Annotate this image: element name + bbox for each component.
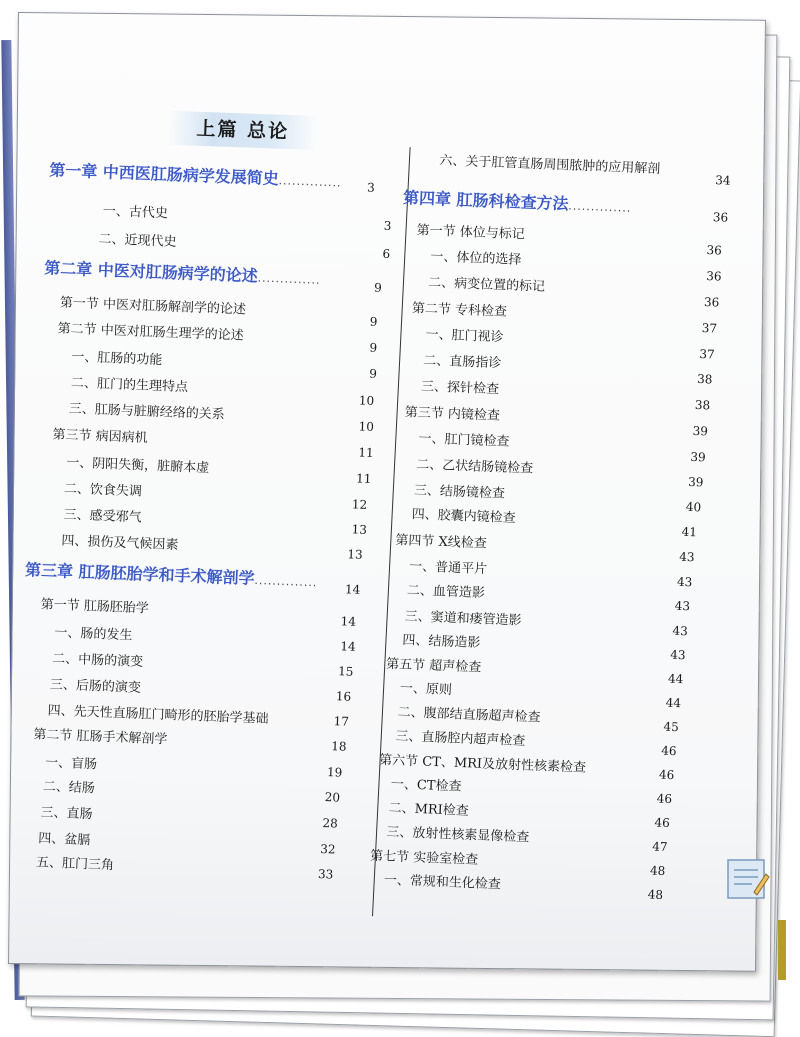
toc-page-number: 39 <box>692 423 709 439</box>
toc-entry <box>386 653 482 676</box>
toc-entry <box>60 291 247 317</box>
toc-entry-title: 一、肛肠的功能 <box>71 349 163 369</box>
toc-page-number: 37 <box>699 346 715 362</box>
toc-page-number: 46 <box>661 743 677 759</box>
toc-page-number: 9 <box>368 366 378 381</box>
toc-entry-title: 一、阴阳失衡，脏腑本虚 <box>65 455 210 477</box>
toc-entry <box>428 271 546 294</box>
toc-entry-title: 三、肛肠与脏腑经络的关系 <box>68 401 225 423</box>
toc-entry-title: 二、中肠的演变 <box>51 651 144 670</box>
toc-entry-title: 二、乙状结肠镜检查 <box>415 457 534 477</box>
toc-page-number: 14 <box>340 639 356 654</box>
toc-entry-title: 三、后肠的演变 <box>49 677 142 696</box>
toc-page-number: 39 <box>687 474 704 490</box>
toc-page-number: 32 <box>319 842 336 857</box>
toc-page <box>8 12 766 972</box>
toc-entry-title: 一、普通平片 <box>408 559 488 578</box>
toc-entry <box>430 245 522 267</box>
toc-page-number: 43 <box>676 574 693 590</box>
toc-page-number: 14 <box>340 614 357 629</box>
toc-page-number: 48 <box>649 863 666 879</box>
toc-page-number: 17 <box>333 714 350 729</box>
toc-page-number: 47 <box>652 839 668 855</box>
toc-page-number: 11 <box>358 445 374 460</box>
toc-entry <box>416 219 525 242</box>
toc-entry-title: 第三节 病因病机 <box>52 427 148 447</box>
toc-entry <box>98 228 177 250</box>
toc-entry-title: 二、直肠指诊 <box>423 353 502 372</box>
toc-entry-title: 四、损伤及气候因素 <box>61 533 179 553</box>
toc-entry <box>409 555 488 577</box>
toc-page-number: 43 <box>679 549 695 565</box>
toc-entry <box>103 200 169 221</box>
toc-entry <box>38 827 91 848</box>
toc-entry <box>402 629 481 651</box>
toc-entry <box>69 398 226 423</box>
toc-page-number: 48 <box>647 887 664 903</box>
toc-page-number: 34 <box>715 173 731 188</box>
toc-page-number: 20 <box>324 790 341 805</box>
toc-entry-title: 三、窦道和瘘管造影 <box>404 609 522 629</box>
toc-page-number: 46 <box>656 791 673 807</box>
toc-page-number: 43 <box>674 598 691 614</box>
toc-entry-title: 第一节 体位与标记 <box>416 223 526 243</box>
toc-entry-title: 一、CT检查 <box>390 776 462 795</box>
toc-page-number: 16 <box>335 689 352 704</box>
toc-entry <box>61 529 179 552</box>
toc-entry <box>414 479 506 501</box>
toc-entry <box>52 423 148 446</box>
toc-page-number: 11 <box>355 471 372 486</box>
toc-entry-title: 第二章 中医对肛肠病学的论述 <box>43 258 259 286</box>
toc-entry-title: 第二节 肛肠手术解剖学 <box>33 727 168 748</box>
toc-entry-title: 一、古代史 <box>102 203 169 222</box>
toc-entry <box>388 797 469 819</box>
toc-chapter-heading <box>403 185 632 217</box>
toc-entry <box>36 851 115 873</box>
toc-page-number: 36 <box>703 294 720 310</box>
toc-entry-title: 四、结肠造影 <box>402 633 481 652</box>
toc-entry <box>423 349 502 371</box>
toc-entry <box>421 375 500 397</box>
toc-entry-title: 第二节 中医对肛肠生理学的论述 <box>57 321 244 344</box>
toc-page-number: 36 <box>712 210 729 225</box>
toc-page-number: 9 <box>369 314 378 329</box>
toc-entry-title: 第一章 中西医肛肠病学发展简史 <box>48 160 280 189</box>
toc-entry <box>395 725 526 749</box>
toc-entry <box>386 821 530 845</box>
toc-page-number: 44 <box>667 671 684 687</box>
toc-entry-title: 一、肛门视诊 <box>425 327 504 346</box>
toc-page-number: 37 <box>701 320 718 336</box>
toc-entry <box>395 529 487 551</box>
toc-entry <box>43 775 96 796</box>
toc-entry <box>66 452 210 476</box>
toc-chapter-heading <box>49 157 342 191</box>
toc-entry-title: 二、MRI检查 <box>388 800 470 819</box>
toc-page-number: 40 <box>685 499 702 515</box>
toc-entry-title: 二、饮食失调 <box>63 481 143 500</box>
toc-page-number: 43 <box>672 623 689 639</box>
toc-page-number: 36 <box>706 269 722 284</box>
toc-entry <box>412 297 508 320</box>
notepad-icon <box>726 856 770 902</box>
toc-page-number: 19 <box>326 765 343 780</box>
toc-entry-title: 第四章 肛肠科检查方法 <box>402 188 569 214</box>
toc-entry <box>370 845 479 868</box>
toc-entry-title: 二、近现代史 <box>98 231 177 250</box>
toc-chapter-heading <box>44 255 321 289</box>
toc-entry <box>71 346 163 368</box>
toc-entry-title: 一、肠的发生 <box>54 625 133 644</box>
toc-entry-title: 三、直肠腔内超声检查 <box>395 728 526 749</box>
toc-page-number: 6 <box>382 246 391 262</box>
toc-entry <box>425 323 504 345</box>
toc-page-number: 39 <box>690 449 706 465</box>
toc-entry-title: 一、原则 <box>399 681 453 699</box>
toc-page-number: 3 <box>383 218 392 234</box>
leader-dots: .............. <box>257 271 321 287</box>
toc-entry <box>384 869 502 892</box>
toc-entry-title: 第五节 超声检查 <box>385 656 482 676</box>
toc-page-number: 44 <box>665 695 682 711</box>
toc-page-number: 41 <box>681 524 698 540</box>
toc-page-number: 46 <box>658 767 675 783</box>
toc-page-number: 46 <box>654 815 671 831</box>
toc-page-number: 12 <box>351 497 368 512</box>
toc-page-number: 13 <box>351 522 368 537</box>
toc-page-number: 15 <box>337 664 354 679</box>
toc-page-number: 33 <box>317 866 334 882</box>
toc-entry-title: 二、病变位置的标记 <box>427 275 546 295</box>
toc-entry-title: 一、常规和生化检查 <box>383 872 502 893</box>
toc-entry <box>40 593 149 616</box>
toc-page-number: 9 <box>369 340 378 355</box>
toc-page-number: 18 <box>331 739 347 754</box>
leader-dots: .............. <box>278 174 342 190</box>
toc-entry-title: 第一节 肛肠胚胎学 <box>40 597 150 617</box>
toc-entry <box>64 478 143 500</box>
toc-page-number: 38 <box>696 371 713 387</box>
toc-entry <box>33 723 168 747</box>
toc-page-number: 28 <box>322 816 339 831</box>
toc-entry <box>54 621 133 643</box>
toc-entry-title: 第二节 专科检查 <box>411 301 508 320</box>
toc-entry <box>418 427 510 449</box>
toc-entry-title: 四、盆膈 <box>37 831 91 849</box>
toc-entry <box>416 453 534 476</box>
toc-entry-title: 第七节 实验室检查 <box>369 848 479 868</box>
toc-entry <box>404 401 500 424</box>
toc-entry <box>71 372 189 395</box>
toc-entry-title: 三、放射性核素显像检查 <box>386 824 530 846</box>
toc-page-number: 10 <box>358 419 375 434</box>
toc-page-number: 43 <box>670 647 686 663</box>
toc-entry <box>57 317 244 343</box>
toc-entry-title: 二、腹部结直肠超声检查 <box>397 705 541 726</box>
toc-entry-title: 第三章 肛肠胚胎学和手术解剖学 <box>24 560 255 588</box>
toc-entry-title: 二、肛门的生理特点 <box>70 375 189 396</box>
toc-entry-title: 第三节 内镜检查 <box>404 405 501 424</box>
toc-entry <box>407 579 486 601</box>
toc-entry <box>52 647 144 669</box>
toc-entry <box>50 673 142 695</box>
toc-chapter-heading <box>25 557 318 591</box>
toc-entry-title: 二、结肠 <box>42 779 96 797</box>
toc-entry-title: 四、先天性直肠肛门畸形的胚胎学基础 <box>47 703 269 727</box>
toc-entry-title: 三、探针检查 <box>420 379 500 398</box>
toc-entry <box>45 751 98 772</box>
toc-entry-title: 第四节 X线检查 <box>395 532 488 552</box>
part-title: 上篇 总论 <box>167 111 318 150</box>
toc-entry-title: 第一节 中医对肛肠解剖学的论述 <box>59 295 247 318</box>
leader-dots: .............. <box>254 573 318 590</box>
toc-entry <box>397 701 541 725</box>
toc-page-number: 13 <box>347 547 363 562</box>
toc-entry-title: 一、肛门镜检查 <box>418 431 510 450</box>
toc-entry-title: 四、胶囊内镜检查 <box>411 507 516 527</box>
toc-entry <box>47 699 269 726</box>
toc-entry <box>40 801 93 822</box>
toc-entry-title: 六、关于肛管直肠周围脓肿的应用解剖 <box>439 153 661 177</box>
toc-page-number: 14 <box>344 582 361 597</box>
toc-entry <box>411 503 516 526</box>
toc-entry-title: 三、直肠 <box>40 805 93 823</box>
toc-page-number: 45 <box>663 719 680 735</box>
toc-entry-title: 三、感受邪气 <box>63 507 142 526</box>
toc-entry <box>379 749 587 776</box>
toc-entry <box>391 773 462 795</box>
toc-page-number: 10 <box>358 393 375 408</box>
toc-entry-title: 二、血管造影 <box>406 583 486 602</box>
toc-page-number: 3 <box>366 180 376 195</box>
toc-page-number: 36 <box>706 243 723 258</box>
toc-entry-title: 三、结肠镜检查 <box>413 483 506 502</box>
toc-entry <box>63 504 142 526</box>
toc-entry-title: 五、肛门三角 <box>35 855 115 874</box>
toc-entry-title: 一、盲肠 <box>44 755 98 773</box>
leader-dots: .............. <box>568 199 632 215</box>
cover-edge <box>778 920 786 980</box>
toc-page-number: 38 <box>694 397 711 413</box>
toc-entry <box>400 677 453 698</box>
toc-entry <box>439 149 661 176</box>
toc-page-number: 9 <box>373 280 383 295</box>
toc-entry-title: 一、体位的选择 <box>430 249 522 268</box>
toc-entry <box>404 605 522 628</box>
toc-entry-title: 第六节 CT、MRI及放射性核素检查 <box>378 752 587 776</box>
